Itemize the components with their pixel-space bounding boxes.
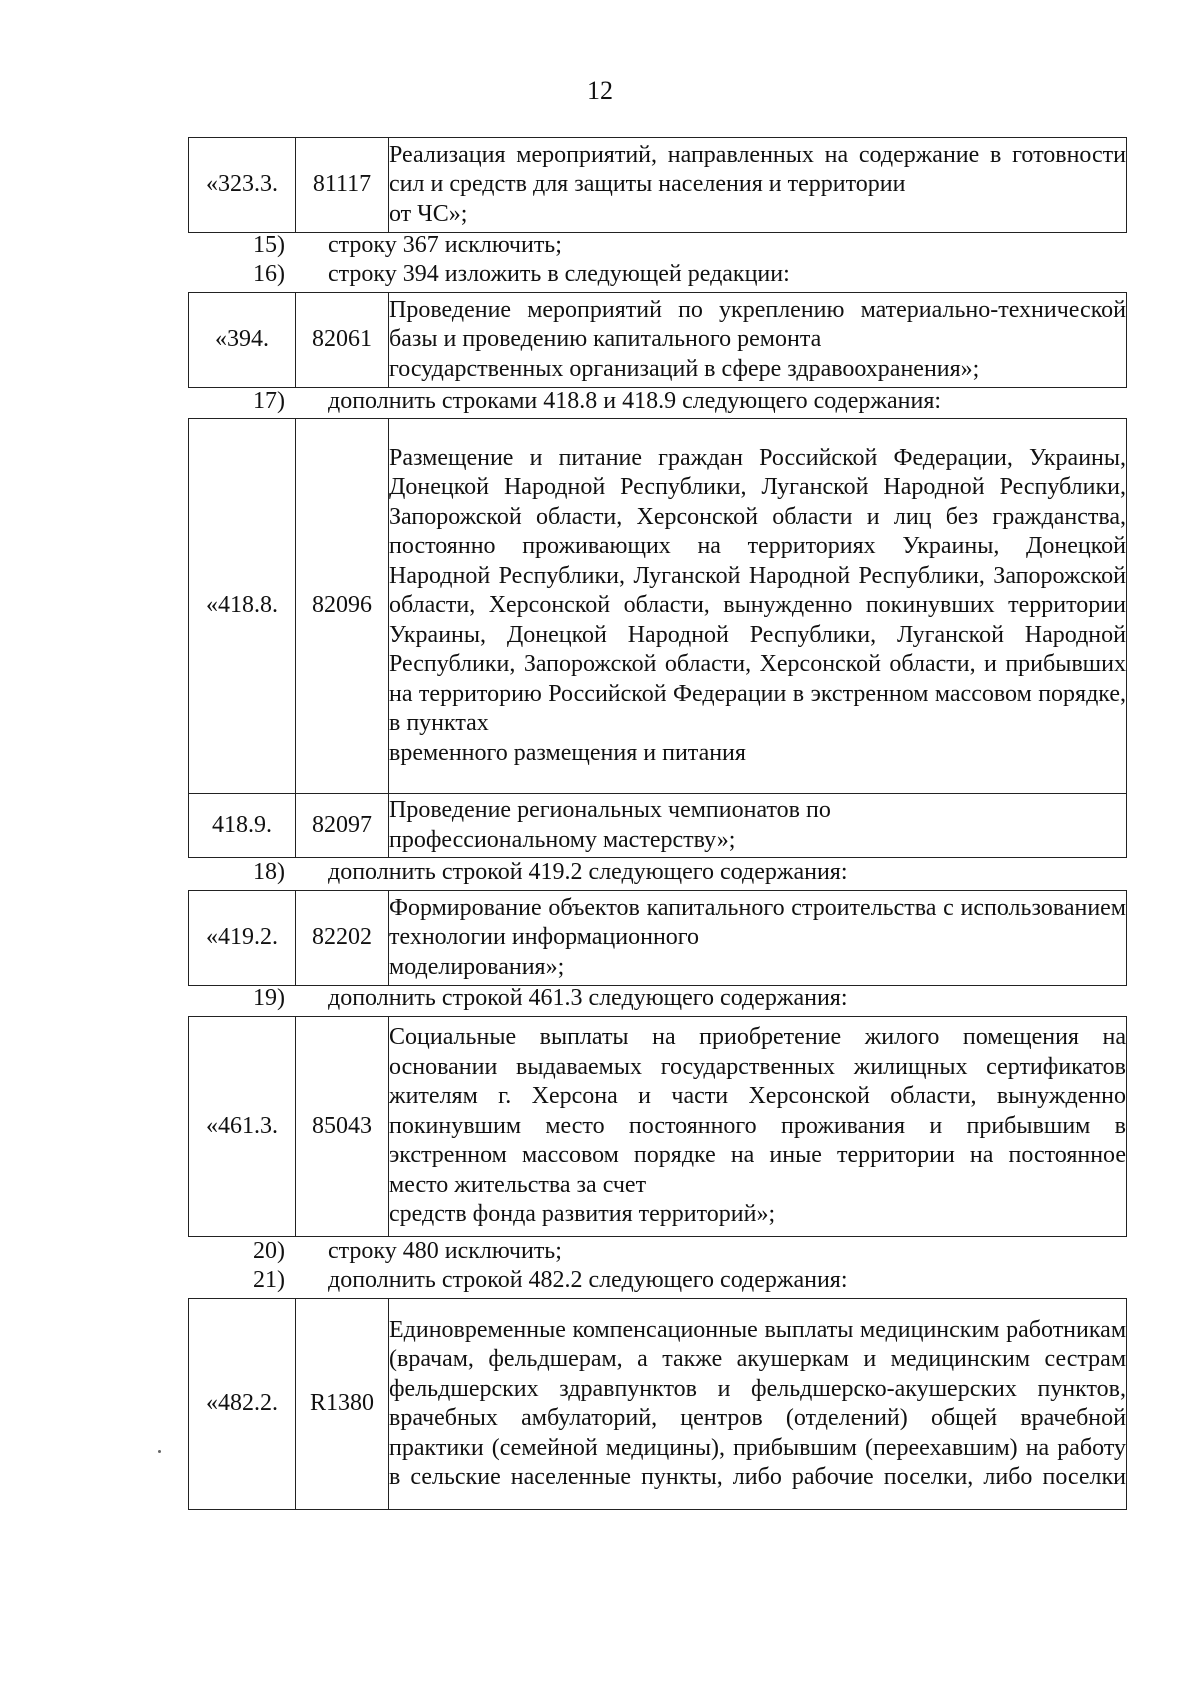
description-text: Социальные выплаты на приобретение жилого помещения на основании выдаваемых государственных жилищных сертификатов жителям г. Херсона и части Херсонской области, вынужденно покинувшим место постоянного проживания и прибывшим в экстренном массовом порядке на иные территории на постоянное место жительства за счет — [389, 1024, 1126, 1198]
table-rows-418 — [188, 418, 1127, 858]
item-number: 17) — [253, 388, 285, 414]
list-items-15-16 — [0, 231, 1200, 289]
row-code: 82097 — [296, 794, 389, 858]
row-number: «461.3. — [189, 1017, 296, 1237]
description-text: Размещение и питание граждан Российской Федерации, Украины, Донецкой Народной Республики, Луганской Народной Республики, Запорожской области, Херсонской области и лиц без гражданства, постоянно проживающих на территориях Украины, Донецкой Народной Республики, Луганской Народной Республики, Запорожской области, Херсонской области, вынужденно покинувших территории Украины, Донецкой Народной Республики, Луганской Народной Республики, Запорожской области, Херсонской области, и прибывших на территорию Российской Федерации в экстренном массовом порядке, в пунктах — [389, 444, 1126, 737]
row-number: «418.8. — [189, 419, 296, 794]
item-number: 18) — [253, 859, 285, 885]
description-last-line: временного размещения и питания — [389, 739, 746, 766]
description-last-line: моделирования»; — [389, 953, 565, 980]
list-item-17 — [0, 387, 1200, 416]
description-text: Проведение региональных чемпионатов по — [389, 797, 831, 823]
item-number: 16) — [253, 261, 285, 287]
row-description — [389, 794, 1127, 858]
row-description: Единовременные компенсационные выплаты медицинским работникам (врачам, фельдшерам, а также акушеркам и медицинским сестрам фельдшерских здравпунктов и фельдшерско-акушерских пунктов, врачебных амбулаторий, центров (отделений) общей врачебной практики (семейной медицины), прибывшим (переехавшим) на работу в сельские населенные пункты, либо рабочие поселки, либо поселки — [389, 1299, 1127, 1510]
table-row-482-2 — [188, 1298, 1127, 1510]
row-description — [389, 293, 1127, 388]
list-item — [0, 231, 1200, 260]
item-number: 21) — [253, 1267, 285, 1293]
list-items-20-21 — [0, 1237, 1200, 1295]
row-code: 85043 — [296, 1017, 389, 1237]
item-text: дополнить строкой 419.2 следующего содержания: — [328, 859, 848, 885]
description-last-line: от ЧС»; — [389, 200, 468, 227]
list-item — [0, 260, 1200, 289]
description-last-line: государственных организаций в сфере здравоохранения»; — [389, 355, 980, 382]
description-last-line: профессиональному мастерству»; — [389, 826, 736, 853]
row-number: «482.2. — [189, 1299, 296, 1510]
page-number: 12 — [587, 76, 613, 105]
list-item — [0, 1266, 1200, 1295]
table-row-419-2 — [188, 890, 1127, 986]
description-last-line: средств фонда развития территорий»; — [389, 1201, 776, 1228]
item-text: строку 480 исключить; — [328, 1238, 562, 1264]
row-description — [389, 419, 1127, 794]
list-item — [0, 984, 1200, 1013]
row-code: 82096 — [296, 419, 389, 794]
description-text: Формирование объектов капитального строительства с использованием технологии информационного — [389, 894, 1126, 951]
item-number: 15) — [253, 232, 285, 258]
row-number: «419.2. — [189, 891, 296, 986]
item-number: 20) — [253, 1238, 285, 1264]
row-code: 82061 — [296, 293, 389, 388]
row-description — [389, 138, 1127, 233]
row-number: 418.9. — [189, 794, 296, 858]
item-text: дополнить строкой 482.2 следующего содержания: — [328, 1267, 848, 1293]
row-description — [389, 1017, 1127, 1237]
table-row-323-3 — [188, 137, 1127, 233]
item-text: строку 394 изложить в следующей редакции: — [328, 261, 790, 287]
row-code: 82202 — [296, 891, 389, 986]
description-text: Проведение мероприятий по укреплению материально-технической базы и проведению капитального ремонта — [389, 296, 1126, 353]
list-item — [0, 387, 1200, 416]
list-item-19 — [0, 984, 1200, 1013]
item-number: 19) — [253, 985, 285, 1011]
table-row-394 — [188, 292, 1127, 388]
item-text: дополнить строками 418.8 и 418.9 следующего содержания: — [328, 388, 942, 414]
table-row-461-3 — [188, 1016, 1127, 1237]
row-code: R1380 — [296, 1299, 389, 1510]
item-text: строку 367 исключить; — [328, 232, 562, 258]
row-number: «394. — [189, 293, 296, 388]
row-number: «323.3. — [189, 138, 296, 233]
scan-speck — [158, 1450, 161, 1453]
row-description — [389, 891, 1127, 986]
description-text: Реализация мероприятий, направленных на содержание в готовности сил и средств для защиты населения и территории — [389, 141, 1126, 198]
list-item — [0, 1237, 1200, 1266]
item-text: дополнить строкой 461.3 следующего содержания: — [328, 985, 848, 1011]
list-item — [0, 858, 1200, 887]
list-item-18 — [0, 858, 1200, 887]
row-code: 81117 — [296, 138, 389, 233]
